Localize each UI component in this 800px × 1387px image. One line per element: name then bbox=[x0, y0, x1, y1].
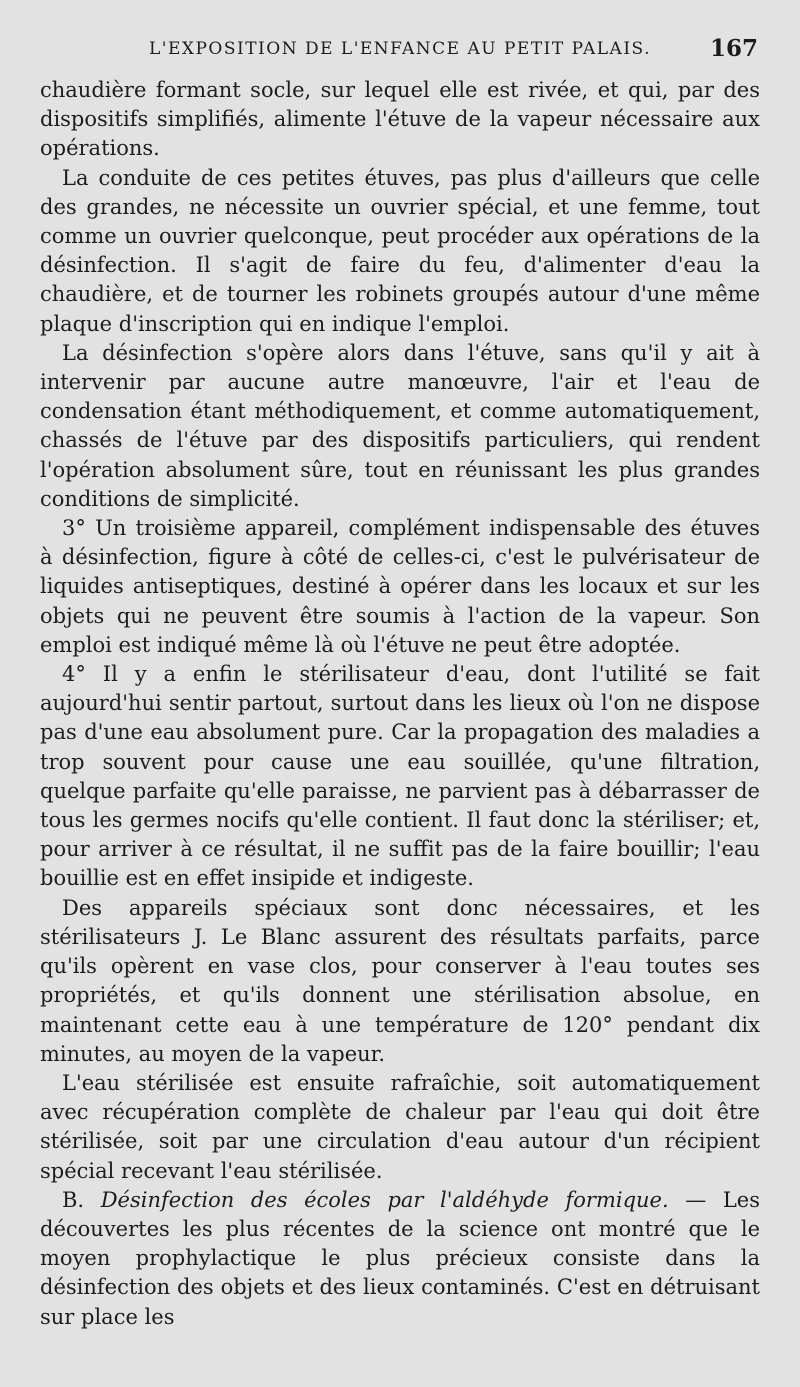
running-head bbox=[40, 35, 760, 65]
body-text bbox=[40, 76, 760, 1332]
section-b-paragraph bbox=[40, 1186, 760, 1332]
running-title: L'EXPOSITION DE L'ENFANCE AU PETIT PALAIS. bbox=[149, 39, 651, 59]
section-b-title: Désinfection des écoles par l'aldéhyde formique. bbox=[100, 1187, 669, 1212]
paragraph-5: 4° Il y a enfin le stérilisateur d'eau, dont l'utilité se fait aujourd'hui sentir partout, surtout dans les lieux où l'on ne dispose pas d'une eau absolument pure. Car la propagation des maladies a trop souvent pour cause une eau souillée, qu'une filtration, quelque parfaite qu'elle paraisse, ne parvient pas à débarrasser de tous les germes nocifs qu'elle contient. Il faut donc la stériliser; et, pour arriver à ce résultat, il ne suffit pas de la faire bouillir; l'eau bouillie est en effet insipide et indigeste. bbox=[40, 662, 760, 891]
paragraph-3: La désinfection s'opère alors dans l'étuve, sans qu'il y ait à intervenir par aucune autre manœuvre, l'air et l'eau de condensation étant méthodiquement, et comme automatiquement, chassés de l'étuve par des dispositifs particuliers, qui rendent l'opération absolument sûre, tout en réunissant les plus grandes conditions de simplicité. bbox=[40, 340, 760, 511]
page-number: 167 bbox=[709, 35, 758, 62]
paragraph-2: La conduite de ces petites étuves, pas plus d'ailleurs que celle des grandes, ne nécessite un ouvrier spécial, et une femme, tout comme un ouvrier quelconque, peut procéder aux opérations de la désinfection. Il s'agit de faire du feu, d'alimenter d'eau la chaudière, et de tourner les robinets groupés autour d'une même plaque d'inscription qui en indique l'emploi. bbox=[40, 165, 760, 336]
paragraph-7: L'eau stérilisée est ensuite rafraîchie, soit automatiquement avec récupération complète de chaleur par l'eau qui doit être stérilisée, soit par une circulation d'eau autour d'un récipient spécial recevant l'eau stérilisée. bbox=[40, 1070, 760, 1183]
section-b-label: B. bbox=[62, 1187, 85, 1212]
paragraph-1: chaudière formant socle, sur lequel elle est rivée, et qui, par des dispositifs simplifiés, alimente l'étuve de la vapeur nécessaire aux opérations. bbox=[40, 78, 760, 161]
paragraph-4: 3° Un troisième appareil, complément indispensable des étuves à désinfection, figure à côté de celles-ci, c'est le pulvérisateur de liquides antiseptiques, destiné à opérer dans les locaux et sur les objets qui ne peuvent être soumis à l'action de la vapeur. Son emploi est indiqué même là où l'étuve ne peut être adoptée. bbox=[40, 516, 760, 657]
paragraph-6: Des appareils spéciaux sont donc nécessaires, et les stérilisateurs J. Le Blanc assurent des résultats parfaits, parce qu'ils opèrent en vase clos, pour conserver à l'eau toutes ses propriétés, et qu'ils donnent une stérilisation absolue, en maintenant cette eau à une température de 120° pendant dix minutes, au moyen de la vapeur. bbox=[40, 895, 760, 1066]
section-b-text: — Les découvertes les plus récentes de la science ont montré que le moyen prophylactique le plus précieux consiste dans la désinfection des objets et des lieux contaminés. C'est en détruisant sur place les bbox=[40, 1187, 760, 1329]
